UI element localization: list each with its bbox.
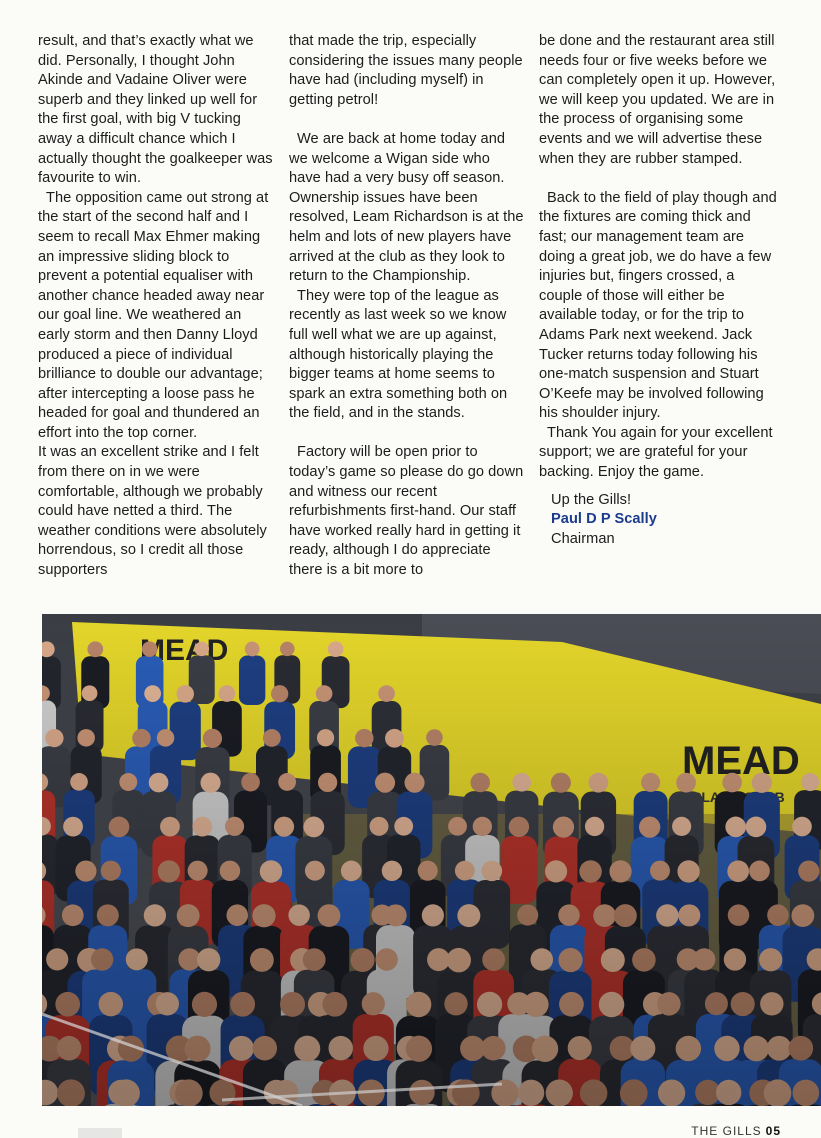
paragraph: Thank You again for your excellent support; we are grateful for your backing. Enjoy the game. [539,424,773,481]
paragraph: result, and that’s exactly what we did. Personally, I thought John Akinde and Vadaine Oliver were superb and they linked up well for the first goal, with big V tucking away a difficult chance which I actually thought the goalkeeper was favourite to win. [38,33,273,187]
paragraph: The opposition came out strong at the start of the second half and I seem to recall Max Ehmer making an impressive sliding block to prevent a potential equaliser with another chance headed away near our goal line. We weathered an early storm and then Danny Lloyd produced a piece of individual brilliance to double our advantage; after intercepting a loose pass he headed for goal and thundered an effort into the top corner. [38,189,269,441]
paragraph: They were top of the league as recently as last week so we know full well what we are up against, although historically playing the bigger teams at home seems to spark an extra something both on the field, and in the stands. [289,287,508,422]
article-column-2 [289,32,525,581]
article-column-3 [539,32,781,549]
paragraph: Factory will be open prior to today’s game so please do go down and witness our recent refurbishments first-hand. Our staff have worked really hard in getting it ready, although I do appreciate there is a bit more to [289,444,524,579]
article-column-1 [38,32,276,581]
magazine-name: THE GILLS [691,1124,762,1138]
paragraph: that made the trip, especially considering the issues many people have had (including myself) in getting petrol! [289,33,523,108]
paragraph: be done and the restaurant area still needs four or five weeks before we can completely open it up. However, we will keep you updated. We are in the process of organising some events and we will advertise these when they are rubber stamped. [539,33,776,167]
signoff-greeting: Up the Gills! [551,491,632,508]
signoff-name: Paul D P Scally [551,511,657,528]
paragraph: We are back at home today and we welcome a Wigan side who have had a very busy off season. Ownership issues have been resolved, Leam Richardson is at the helm and lots of new players have arrived at the club as they look to return to the Championship. [289,130,524,285]
crowd-photo [42,614,821,1106]
paragraph: It was an excellent strike and I felt from there on in we were comfortable, although we probably could have netted a third. The weather conditions were absolutely horrendous, so I credit all those supporters [38,444,267,579]
page-footer [691,1124,781,1138]
signoff [539,491,781,550]
page-number: 05 [765,1124,781,1138]
paragraph: Back to the field of play though and the fixtures are coming thick and fast; our management team are doing a great job, we do have a few injuries but, fingers crossed, a couple of those will either be available today, or for the trip to Adams Park next weekend. Jack Tucker returns today following his one-match suspension and Stuart O’Keefe may be involved following his shoulder injury. [539,189,777,422]
footer-fragment [78,1128,122,1138]
signoff-title: Chairman [551,530,615,547]
